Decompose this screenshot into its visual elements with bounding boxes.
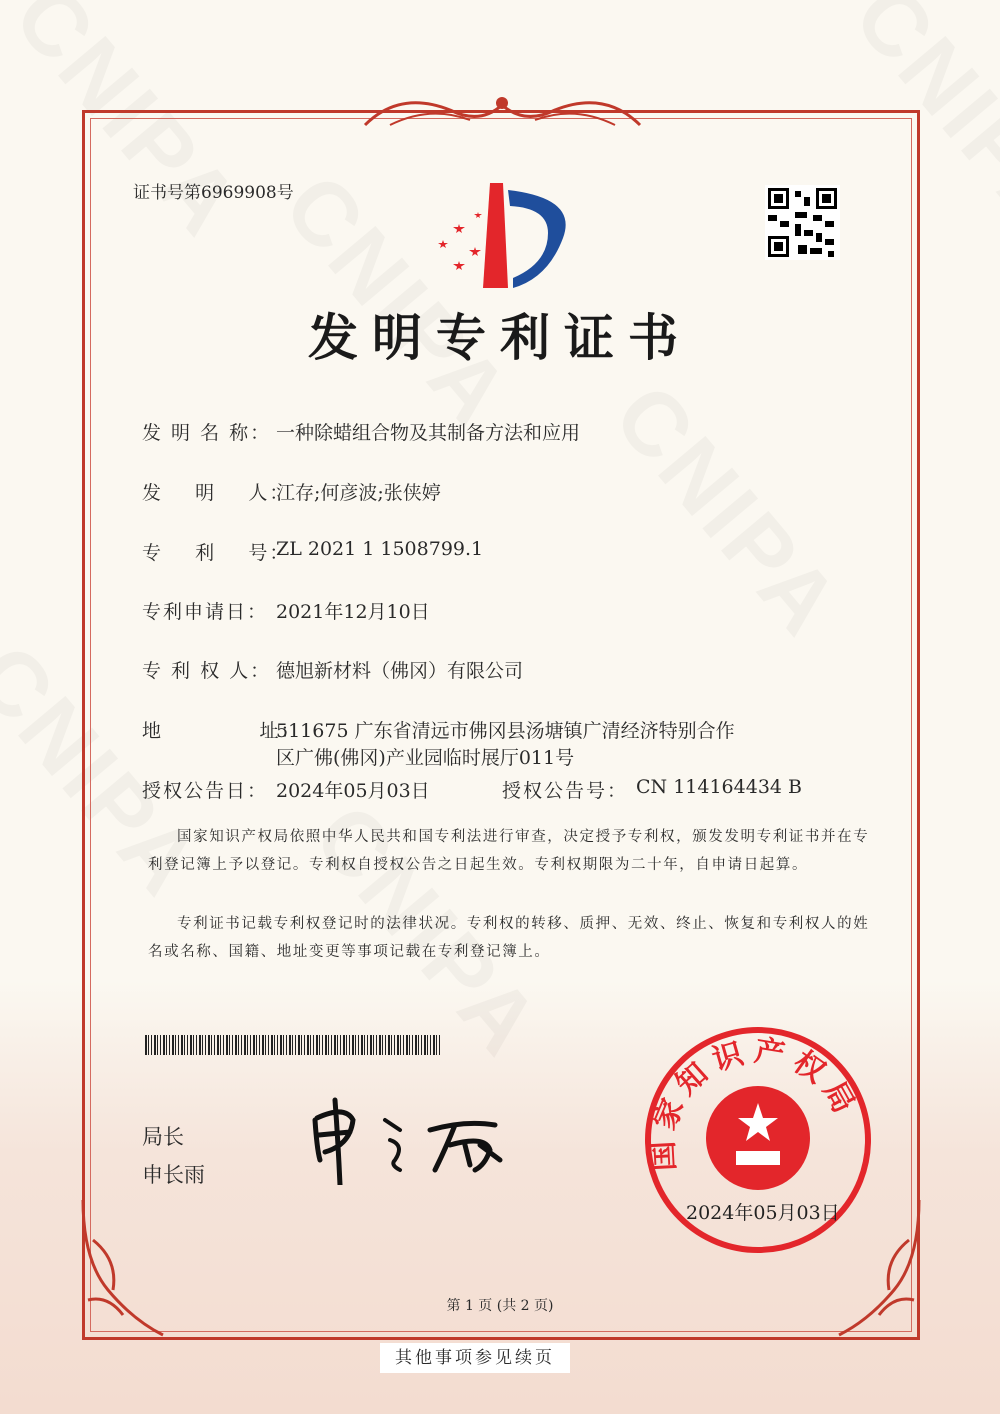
- field-label-patentee: 专 利 权 人：: [142, 660, 272, 682]
- field-label-patent-number: 专 利 号：: [142, 542, 291, 564]
- address-line-1: 511675 广东省清远市佛冈县汤塘镇广清经济特别合作: [276, 720, 735, 742]
- top-ornament-icon: [360, 85, 645, 135]
- field-label-grant-date: 授权公告日：: [142, 780, 269, 802]
- grant-date: 2024年05月03日: [276, 780, 430, 802]
- signatory-title: 局长: [142, 1125, 184, 1149]
- application-date: 2021年12月10日: [276, 601, 430, 623]
- statement-paragraph: 专利证书记载专利权登记时的法律状况。专利权的转移、质押、无效、终止、恢复和专利权人的姓名或名称、国籍、地址变更等事项记载在专利登记簿上。: [148, 916, 870, 960]
- barcode: [145, 1035, 441, 1055]
- field-label-application-date: 专利申请日：: [142, 601, 269, 623]
- patent-number: ZL 2021 1 1508799.1: [276, 538, 484, 560]
- qr-code: [765, 185, 840, 260]
- corner-ornament-left-icon: [78, 1200, 168, 1340]
- certificate-number: 证书号第6969908号: [133, 183, 294, 203]
- cnipa-logo-icon: [428, 178, 578, 293]
- seal-date: 2024年05月03日: [686, 1202, 840, 1224]
- field-label-invention-name: 发 明 名 称：: [142, 422, 272, 444]
- corner-ornament-right-icon: [834, 1200, 924, 1340]
- page-number: 第 1 页 (共 2 页): [446, 1298, 554, 1314]
- signatory-name: 申长雨: [142, 1163, 205, 1187]
- field-label-grant-number: 授权公告号：: [502, 780, 629, 802]
- document-title: 发明专利证书: [308, 308, 692, 367]
- inventors: 江存;何彦波;张侠婷: [276, 482, 441, 504]
- statement-paragraph: 国家知识产权局依照中华人民共和国专利法进行审查，决定授予专利权，颁发发明专利证书并在专利登记簿上予以登记。专利权自授权公告之日起生效。专利权期限为二十年，自申请日起算。: [148, 829, 870, 873]
- patentee: 德旭新材料（佛冈）有限公司: [276, 660, 524, 682]
- field-label-inventors: 发 明 人：: [142, 482, 291, 504]
- address-line-2: 区广佛(佛冈)产业园临时展厅011号: [276, 747, 575, 769]
- seal-text: 家知识产权局: [651, 1033, 865, 1135]
- grant-number: CN 114164434 B: [636, 776, 802, 798]
- invention-name: 一种除蜡组合物及其制备方法和应用: [276, 422, 581, 444]
- continuation-note: 其他事项参见续页: [380, 1343, 570, 1373]
- field-label-address: 地 址：: [142, 720, 302, 742]
- handwritten-signature: [305, 1090, 515, 1185]
